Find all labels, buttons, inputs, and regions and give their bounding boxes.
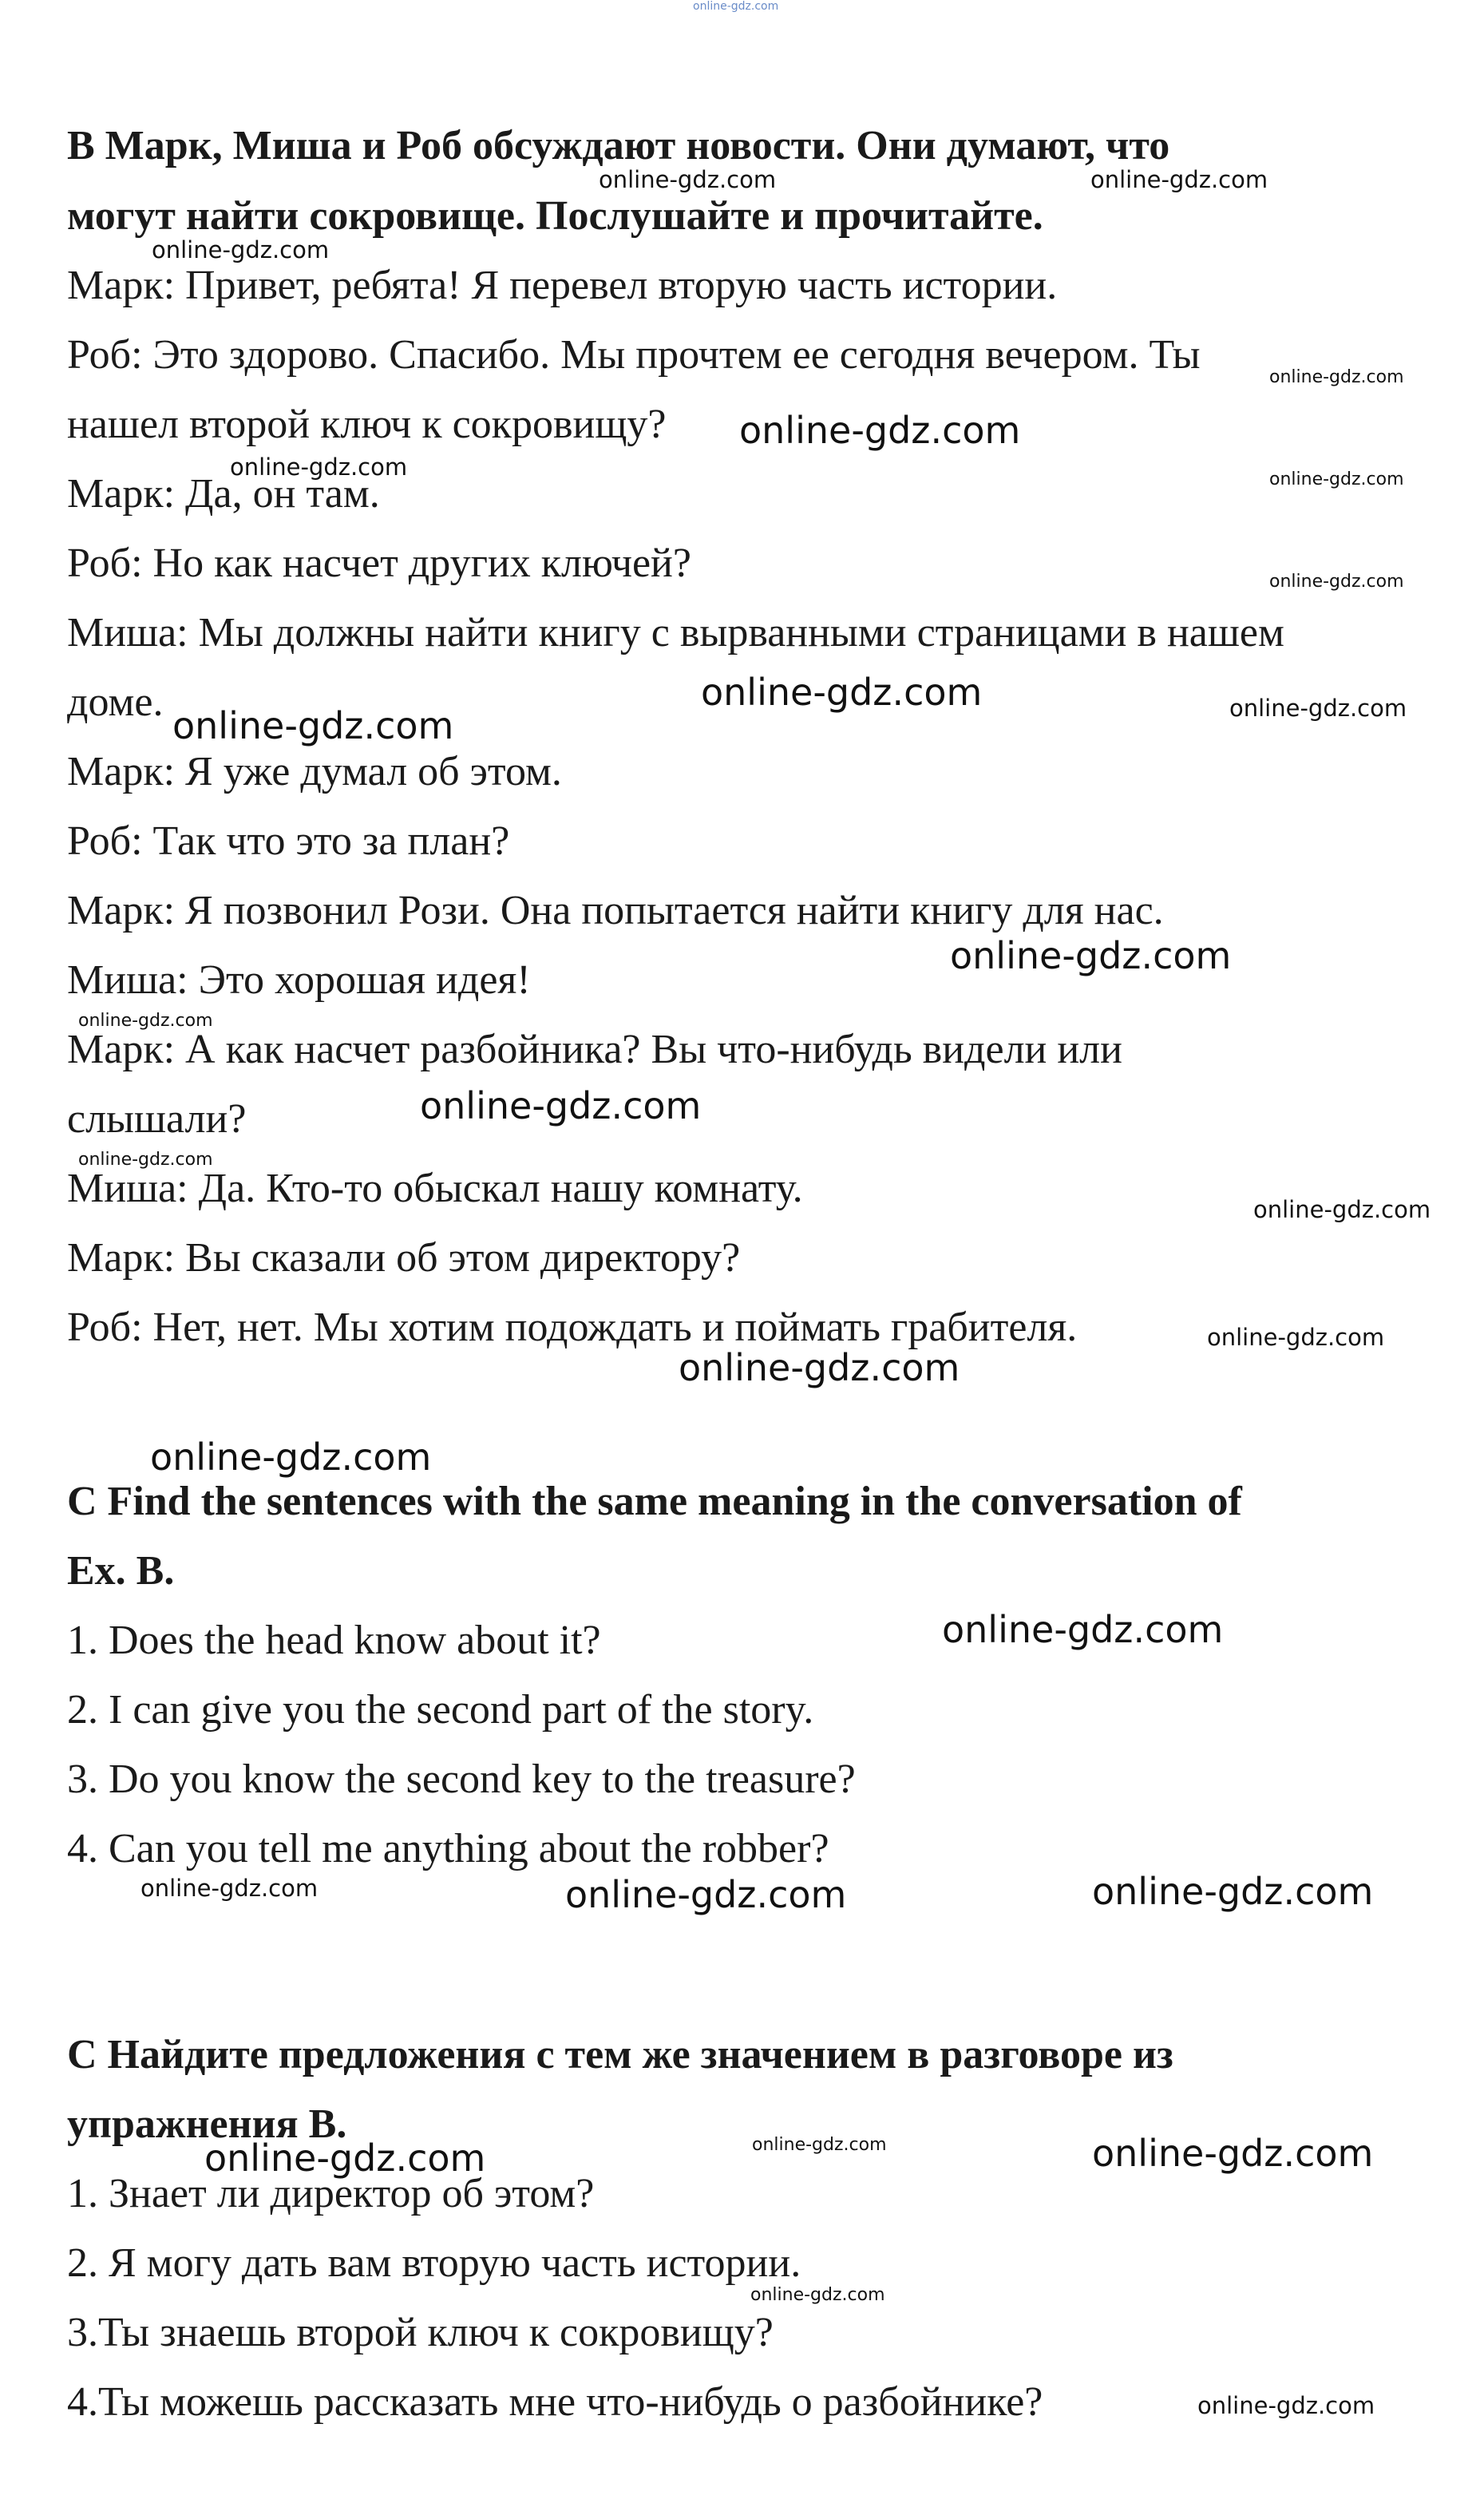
watermark: online-gdz.com bbox=[1092, 2132, 1374, 2175]
watermark: online-gdz.com bbox=[1253, 1196, 1431, 1223]
dialogue-line: доме. bbox=[67, 679, 164, 725]
exercise-item: 3. Do you know the second key to the treasure? bbox=[67, 1756, 856, 1802]
watermark: online-gdz.com bbox=[78, 1011, 213, 1031]
section-c-ru-heading: C Найдите предложения с тем же значением в разговоре из bbox=[67, 2032, 1173, 2077]
watermark: online-gdz.com bbox=[679, 1346, 960, 1389]
watermark: online-gdz.com bbox=[752, 2135, 887, 2155]
section-b-heading: могут найти сокровище. Послушайте и прочитайте. bbox=[67, 193, 1043, 239]
dialogue-line: Марк: А как насчет разбойника? Вы что-нибудь видели или bbox=[67, 1027, 1122, 1072]
exercise-item: 4.Ты можешь рассказать мне что-нибудь о разбойнике? bbox=[67, 2379, 1043, 2425]
section-b-heading: B Марк, Миша и Роб обсуждают новости. Они думают, что bbox=[67, 123, 1170, 168]
exercise-item: 3.Ты знаешь второй ключ к сокровищу? bbox=[67, 2310, 774, 2355]
dialogue-line: Марк: Вы сказали об этом директору? bbox=[67, 1235, 741, 1281]
watermark: online-gdz.com bbox=[78, 1150, 213, 1170]
dialogue-line: Миша: Это хорошая идея! bbox=[67, 957, 531, 1003]
exercise-item: 2. Я могу дать вам вторую часть истории. bbox=[67, 2240, 801, 2286]
section-c-en-heading: Ex. B. bbox=[67, 1548, 175, 1594]
site-header: online-gdz.com bbox=[693, 0, 779, 13]
watermark: online-gdz.com bbox=[1197, 2392, 1375, 2419]
section-c-ru-heading: упражнения B. bbox=[67, 2101, 347, 2147]
watermark: online-gdz.com bbox=[140, 1875, 319, 1902]
watermark: online-gdz.com bbox=[1092, 1870, 1374, 1913]
section-c-en-heading: C Find the sentences with the same meaning in the conversation of bbox=[67, 1479, 1242, 1524]
watermark: online-gdz.com bbox=[1207, 1324, 1385, 1351]
watermark: online-gdz.com bbox=[1269, 367, 1404, 387]
dialogue-line: Марк: Я позвонил Рози. Она попытается найти книгу для нас. bbox=[67, 888, 1164, 933]
watermark: online-gdz.com bbox=[739, 409, 1021, 452]
watermark: online-gdz.com bbox=[230, 453, 408, 481]
dialogue-line: Марк: Я уже думал об этом. bbox=[67, 749, 562, 794]
watermark: online-gdz.com bbox=[1229, 695, 1407, 722]
dialogue-line: Миша: Мы должны найти книгу с вырванными страницами в нашем bbox=[67, 610, 1284, 655]
dialogue-line: Роб: Так что это за план? bbox=[67, 818, 510, 864]
watermark: online-gdz.com bbox=[1269, 469, 1404, 489]
exercise-item: 2. I can give you the second part of the story. bbox=[67, 1687, 814, 1733]
watermark: online-gdz.com bbox=[950, 934, 1232, 977]
dialogue-line: Марк: Привет, ребята! Я перевел вторую часть истории. bbox=[67, 263, 1058, 308]
exercise-item: 1. Does the head know about it? bbox=[67, 1618, 601, 1663]
watermark: online-gdz.com bbox=[942, 1608, 1224, 1651]
dialogue-line: Марк: Да, он там. bbox=[67, 471, 380, 517]
watermark: online-gdz.com bbox=[204, 2137, 486, 2180]
watermark: online-gdz.com bbox=[1269, 572, 1404, 592]
watermark: online-gdz.com bbox=[565, 1873, 847, 1916]
watermark: online-gdz.com bbox=[152, 236, 330, 263]
watermark: online-gdz.com bbox=[150, 1436, 432, 1479]
watermark: online-gdz.com bbox=[701, 671, 983, 714]
dialogue-line: слышали? bbox=[67, 1096, 247, 1142]
dialogue-line: нашел второй ключ к сокровищу? bbox=[67, 402, 667, 447]
exercise-item: 4. Can you tell me anything about the robber? bbox=[67, 1826, 829, 1871]
dialogue-line: Миша: Да. Кто-то обыскал нашу комнату. bbox=[67, 1166, 803, 1211]
watermark: online-gdz.com bbox=[420, 1084, 702, 1127]
dialogue-line: Роб: Это здорово. Спасибо. Мы прочтем ее сегодня вечером. Ты bbox=[67, 332, 1201, 378]
watermark: online-gdz.com bbox=[1090, 166, 1268, 193]
exercise-item: 1. Знает ли директор об этом? bbox=[67, 2171, 595, 2216]
watermark: online-gdz.com bbox=[172, 704, 454, 747]
watermark: online-gdz.com bbox=[599, 166, 777, 193]
watermark: online-gdz.com bbox=[750, 2285, 885, 2305]
dialogue-line: Роб: Но как насчет других ключей? bbox=[67, 541, 691, 586]
dialogue-line: Роб: Нет, нет. Мы хотим подождать и поймать грабителя. bbox=[67, 1305, 1078, 1350]
